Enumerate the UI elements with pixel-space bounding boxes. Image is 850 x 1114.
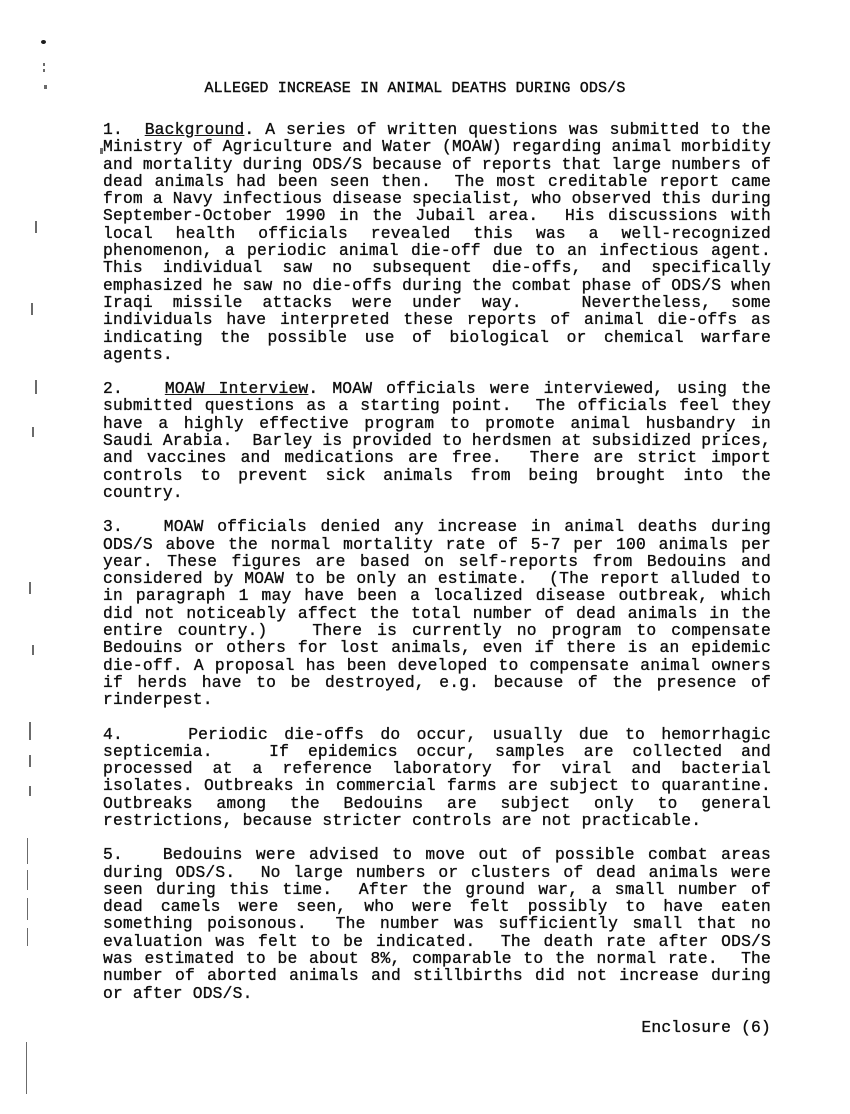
scan-artifact bbox=[29, 755, 31, 767]
paragraph-2-text: . MOAW officials were interviewed, using the submitted questions as a starting point. The officials feel they have a highly effective program to promote animal husbandry in Saudi Arabia. Barley is provided to herdsmen at subsidized prices, and vaccines and medications are free. There are strict import controls to prevent sick animals from being brought into the country. bbox=[103, 379, 781, 502]
scan-artifact bbox=[27, 838, 28, 864]
scan-artifact bbox=[44, 85, 47, 89]
scan-artifact bbox=[29, 786, 31, 796]
scan-artifact bbox=[41, 40, 46, 44]
paragraph-1 bbox=[103, 120, 781, 364]
scan-artifact bbox=[100, 148, 103, 154]
document-title: ALLEGED INCREASE IN ANIMAL DEATHS DURING ODS/S bbox=[204, 80, 626, 97]
scan-artifact bbox=[26, 1042, 27, 1094]
paragraph-1-heading: Background bbox=[144, 120, 245, 139]
paragraph-2-number: 2. bbox=[103, 379, 165, 399]
scan-artifact bbox=[43, 69, 45, 72]
paragraph-2 bbox=[103, 379, 781, 502]
scan-artifact bbox=[32, 645, 34, 655]
scan-artifact bbox=[27, 928, 28, 946]
scan-artifact bbox=[35, 221, 37, 233]
paragraph-3-text: MOAW officials denied any increase in animal deaths during ODS/S above the normal mortality rate of 5-7 per 100 animals per year. These figures are based on self-reports from Bedouins and considered by MOAW to be only an estimate. (The report alluded to in paragraph 1 may have been a localized disease outbreak, which did not noticeably affect the total number of dead animals in the entire country.) There is currently no program to compensate Bedouins or others for lost animals, even if there is an epidemic die-off. A proposal has been developed to compensate animal owners if herds have to be destroyed, e.g. because of the presence of rinderpest. bbox=[103, 517, 781, 710]
paragraph-4-number: 4. bbox=[103, 724, 189, 744]
document-page bbox=[103, 80, 781, 1037]
paragraph-4-text: Periodic die-offs do occur, usually due to hemorrhagic septicemia. If epidemics occur, samples are collected and processed at a reference laboratory for viral and bacterial isolates. Outbreaks in commercial farms are subject to quarantine. Outbreaks among the Bedouins are subject only to general restrictions, because stricter controls are not practicable. bbox=[103, 724, 781, 830]
enclosure-label: Enclosure (6) bbox=[641, 1017, 771, 1037]
paragraph-4 bbox=[103, 724, 781, 830]
scan-artifact bbox=[43, 63, 45, 66]
paragraph-1-text: . A series of written questions was submitted to the Ministry of Agriculture and Water (MOAW) regarding animal morbidity and mortality during ODS/S because of reports that large numbers of dead animals had been seen then. The most creditable report came from a Navy infectious disease specialist, who observed this during September-October 1990 in the Jubail area. His discussions with local health officials revealed this was a well-recognized phenomenon, a periodic animal die-off due to an infectious agent. This individual saw no subsequent die-offs, and specifically emphasized he saw no die-offs during the combat phase of ODS/S when Iraqi missile attacks were under way. Nevertheless, some individuals have interpreted these reports of animal die-offs as indicating the possible use of biological or chemical warfare agents. bbox=[103, 120, 781, 364]
paragraph-5-text: Bedouins were advised to move out of possible combat areas during ODS/S. No large numbers or clusters of dead animals were seen during this time. After the ground war, a small number of dead camels were seen, who were felt possibly to have eaten something poisonous. The number was sufficiently small that no evaluation was felt to be indicated. The death rate after ODS/S was estimated to be about 8%, comparable to the normal rate. The number of aborted animals and stillbirths did not increase during or after ODS/S. bbox=[103, 845, 781, 1003]
paragraph-3-number: 3. bbox=[103, 517, 164, 537]
paragraph-5-number: 5. bbox=[103, 845, 163, 865]
paragraph-2-heading: MOAW Interview bbox=[164, 379, 309, 399]
scan-artifact bbox=[35, 380, 37, 394]
paragraph-1-number: 1. bbox=[103, 120, 145, 139]
scan-artifact bbox=[29, 722, 31, 740]
scan-artifact bbox=[27, 898, 28, 920]
scan-artifact bbox=[27, 870, 28, 890]
paragraph-3 bbox=[103, 517, 781, 710]
scan-artifact bbox=[29, 582, 31, 594]
scan-artifact bbox=[32, 427, 34, 437]
scan-artifact bbox=[31, 303, 33, 315]
paragraph-5 bbox=[103, 845, 781, 1003]
